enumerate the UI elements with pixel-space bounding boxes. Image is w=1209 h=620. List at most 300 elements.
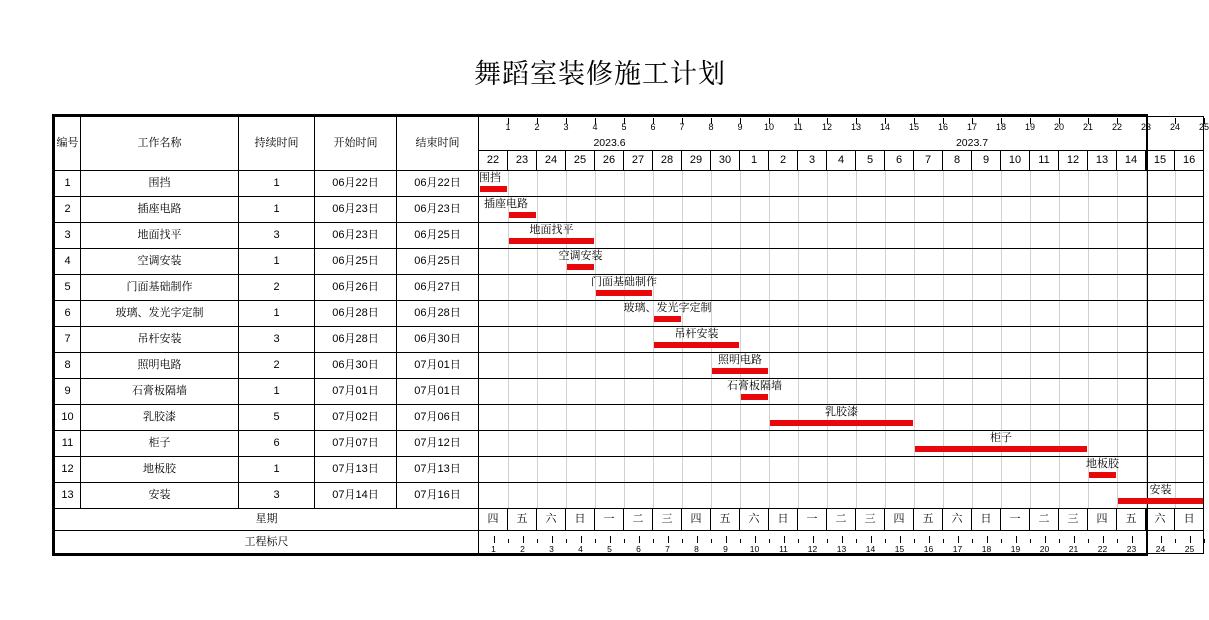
gantt-gridline (740, 223, 741, 248)
gantt-gridline (943, 353, 944, 378)
task-name: 乳胶漆 (81, 405, 239, 431)
timeline-day-header: 24 (537, 151, 566, 171)
task-end-date: 06月22日 (397, 171, 479, 197)
ruler-tick-label: 14 (879, 121, 891, 132)
gantt-gridline (624, 197, 625, 222)
gantt-gridline (1175, 431, 1176, 456)
gantt-gridline (624, 327, 625, 352)
gantt-gridline (1175, 171, 1176, 196)
gantt-gridline (1030, 483, 1031, 508)
project-ruler-tick-minor (943, 539, 944, 543)
gantt-gridline (1117, 379, 1118, 404)
weekday-cell: 二 (1030, 509, 1059, 531)
timeline-day-header: 6 (885, 151, 914, 171)
gantt-gridline (1030, 223, 1031, 248)
timeline-day-header: 2 (769, 151, 798, 171)
gantt-gridline (653, 223, 654, 248)
task-name: 插座电路 (81, 197, 239, 223)
gantt-gridline (827, 457, 828, 482)
gantt-gridline (798, 275, 799, 300)
gantt-gridline (1001, 457, 1002, 482)
gantt-gridline (566, 405, 567, 430)
gantt-gridline (653, 379, 654, 404)
gantt-gridline (1175, 249, 1176, 274)
gantt-gridline (827, 171, 828, 196)
gantt-gridline (798, 353, 799, 378)
gantt-gridline (972, 379, 973, 404)
project-ruler-tick (610, 536, 611, 543)
gantt-gridline (1175, 379, 1176, 404)
gantt-gridline (711, 431, 712, 456)
gantt-gridline (972, 431, 973, 456)
gantt-gridline (798, 405, 799, 430)
gantt-gridline (943, 405, 944, 430)
gantt-gridline (740, 327, 741, 352)
timeline-day-header: 11 (1030, 151, 1059, 171)
gantt-gridline (827, 249, 828, 274)
project-ruler-tick (871, 536, 872, 543)
gantt-gridline (856, 327, 857, 352)
gantt-gridline (682, 249, 683, 274)
gantt-gridline (508, 223, 509, 248)
table-row[interactable] (55, 483, 1204, 509)
gantt-bar-label: 乳胶漆 (825, 406, 858, 418)
gantt-row-track (479, 249, 1204, 275)
gantt-gridline (885, 431, 886, 456)
gantt-gridline (624, 223, 625, 248)
table-row[interactable] (55, 223, 1204, 249)
gantt-bar[interactable] (509, 212, 536, 218)
gantt-gridline (972, 249, 973, 274)
project-ruler-label-number: 16 (923, 543, 934, 554)
gantt-gridline (711, 405, 712, 430)
gantt-gridline (682, 457, 683, 482)
gantt-gridline (653, 197, 654, 222)
gantt-gridline (827, 483, 828, 508)
timeline-month-label: 2023.6 (593, 136, 626, 149)
task-name: 空调安装 (81, 249, 239, 275)
gantt-gridline (537, 483, 538, 508)
project-ruler-tick (552, 536, 553, 543)
ruler-tick-label: 15 (908, 121, 920, 132)
gantt-gridline (1088, 301, 1089, 326)
project-ruler-tick (1132, 536, 1133, 543)
gantt-gridline (1146, 327, 1147, 352)
gantt-gridline (1059, 223, 1060, 248)
gantt-gridline (1088, 249, 1089, 274)
gantt-gridline (885, 275, 886, 300)
gantt-gridline (914, 171, 915, 196)
timeline-ruler-top (479, 117, 1209, 151)
task-name: 门面基础制作 (81, 275, 239, 301)
gantt-gridline (1146, 301, 1147, 326)
timeline-day-header: 16 (1175, 151, 1204, 171)
task-id: 6 (55, 301, 81, 327)
gantt-gridline (508, 405, 509, 430)
gantt-gridline (508, 327, 509, 352)
gantt-gridline (885, 483, 886, 508)
project-ruler-tick (1161, 536, 1162, 543)
gantt-gridline (1001, 197, 1002, 222)
gantt-gridline (856, 431, 857, 456)
gantt-gridline (508, 379, 509, 404)
gantt-gridline (885, 171, 886, 196)
gantt-gridline (537, 353, 538, 378)
task-name: 柜子 (81, 431, 239, 457)
task-start-date: 06月26日 (315, 275, 397, 301)
gantt-gridline (711, 223, 712, 248)
ruler-tick-label: 4 (592, 121, 598, 132)
task-duration: 1 (239, 197, 315, 223)
table-row[interactable] (55, 301, 1204, 327)
ruler-tick-label: 18 (995, 121, 1007, 132)
task-duration: 1 (239, 379, 315, 405)
task-id: 4 (55, 249, 81, 275)
gantt-gridline (1175, 275, 1176, 300)
gantt-gridline (537, 275, 538, 300)
gantt-bar[interactable] (654, 342, 739, 348)
gantt-gridline (624, 353, 625, 378)
gantt-bar-label: 围挡 (479, 172, 501, 184)
gantt-gridline (624, 431, 625, 456)
gantt-gridline (566, 275, 567, 300)
task-id: 1 (55, 171, 81, 197)
gantt-gridline (1059, 171, 1060, 196)
gantt-gridline (972, 223, 973, 248)
gantt-gridline (711, 249, 712, 274)
gantt-gridline (653, 457, 654, 482)
task-id: 12 (55, 457, 81, 483)
task-duration: 3 (239, 223, 315, 249)
gantt-gridline (1175, 457, 1176, 482)
gantt-gridline (1001, 379, 1002, 404)
gantt-gridline (914, 327, 915, 352)
gantt-gridline (972, 483, 973, 508)
project-ruler-tick-minor (682, 539, 683, 543)
gantt-gridline (1117, 197, 1118, 222)
project-ruler-tick-minor (1001, 539, 1002, 543)
project-ruler-tick-minor (972, 539, 973, 543)
ruler-tick-label: 17 (966, 121, 978, 132)
gantt-bar[interactable] (915, 446, 1087, 452)
gantt-gridline (1030, 249, 1031, 274)
table-row[interactable] (55, 197, 1204, 223)
project-ruler-label-number: 25 (1184, 543, 1195, 554)
gantt-gridline (566, 327, 567, 352)
gantt-gridline (856, 457, 857, 482)
task-start-date: 07月07日 (315, 431, 397, 457)
gantt-gridline (769, 457, 770, 482)
gantt-gridline (508, 353, 509, 378)
timeline-day-header: 14 (1117, 151, 1146, 171)
table-row[interactable] (55, 431, 1204, 457)
task-start-date: 06月28日 (315, 301, 397, 327)
gantt-gridline (566, 431, 567, 456)
project-ruler-tick-minor (1204, 539, 1205, 543)
gantt-gridline (566, 483, 567, 508)
project-ruler-tick (842, 536, 843, 543)
gantt-gridline (595, 223, 596, 248)
gantt-gridline (856, 171, 857, 196)
ruler-tick-label: 7 (679, 121, 685, 132)
project-ruler-label: 工程标尺 (55, 531, 479, 554)
task-start-date: 06月25日 (315, 249, 397, 275)
project-ruler-label-number: 9 (723, 543, 728, 554)
weekday-cell: 六 (740, 509, 769, 531)
gantt-gridline (1001, 483, 1002, 508)
gantt-gridline (508, 431, 509, 456)
gantt-row-track (479, 379, 1204, 405)
header-duration: 持续时间 (239, 117, 315, 171)
gantt-gridline (1001, 301, 1002, 326)
table-row[interactable] (55, 327, 1204, 353)
project-ruler-label-number: 18 (981, 543, 992, 554)
project-ruler-tick (581, 536, 582, 543)
gantt-gridline (914, 405, 915, 430)
gantt-bar-label: 空调安装 (558, 250, 603, 262)
gantt-bar[interactable] (741, 394, 768, 400)
weekday-cell: 六 (1146, 509, 1175, 531)
project-ruler-tick-minor (595, 539, 596, 543)
task-end-date: 07月12日 (397, 431, 479, 457)
gantt-gridline (624, 457, 625, 482)
project-ruler-tick (784, 536, 785, 543)
table-row[interactable] (55, 405, 1204, 431)
gantt-gridline (508, 171, 509, 196)
gantt-row-track (479, 457, 1204, 483)
ruler-tick-label: 23 (1140, 121, 1152, 132)
task-end-date: 06月25日 (397, 249, 479, 275)
gantt-gridline (1059, 431, 1060, 456)
weekday-cell: 一 (595, 509, 624, 531)
gantt-gridline (972, 353, 973, 378)
gantt-gridline (653, 483, 654, 508)
page-title: 舞蹈室装修施工计划 (474, 59, 726, 89)
timeline-day-header: 22 (479, 151, 508, 171)
task-start-date: 06月22日 (315, 171, 397, 197)
gantt-bar[interactable] (509, 238, 594, 244)
timeline-day-header: 25 (566, 151, 595, 171)
ruler-tick-label: 20 (1053, 121, 1065, 132)
gantt-gridline (537, 197, 538, 222)
task-duration: 6 (239, 431, 315, 457)
weekday-cell: 四 (1088, 509, 1117, 531)
table-row[interactable] (55, 379, 1204, 405)
timeline-day-header: 8 (943, 151, 972, 171)
gantt-gridline (1088, 171, 1089, 196)
gantt-gridline (682, 171, 683, 196)
gantt-gridline (1059, 353, 1060, 378)
project-ruler-label-number: 7 (665, 543, 670, 554)
gantt-gridline (653, 431, 654, 456)
gantt-gridline (885, 249, 886, 274)
gantt-bar[interactable] (480, 186, 507, 192)
gantt-gridline (943, 327, 944, 352)
task-start-date: 07月13日 (315, 457, 397, 483)
timeline-day-header: 7 (914, 151, 943, 171)
gantt-gridline (1088, 275, 1089, 300)
project-ruler-label-number: 22 (1097, 543, 1108, 554)
gantt-gridline (885, 405, 886, 430)
task-name: 地板胶 (81, 457, 239, 483)
gantt-bar[interactable] (1118, 498, 1203, 504)
gantt-gridline (769, 249, 770, 274)
gantt-gridline (972, 197, 973, 222)
task-name: 地面找平 (81, 223, 239, 249)
gantt-gridline (566, 353, 567, 378)
gantt-gridline (595, 171, 596, 196)
project-ruler-label-number: 4 (578, 543, 583, 554)
timeline-day-header: 9 (972, 151, 1001, 171)
weekday-cell: 日 (972, 509, 1001, 531)
gantt-gridline (1001, 171, 1002, 196)
task-duration: 1 (239, 249, 315, 275)
gantt-gridline (711, 483, 712, 508)
task-end-date: 06月25日 (397, 223, 479, 249)
gantt-bar[interactable] (567, 264, 594, 270)
gantt-gridline (682, 353, 683, 378)
gantt-gridline (972, 405, 973, 430)
gantt-gridline (1117, 301, 1118, 326)
gantt-gridline (566, 171, 567, 196)
gantt-gridline (914, 223, 915, 248)
timeline-day-header: 26 (595, 151, 624, 171)
gantt-gridline (943, 457, 944, 482)
weekday-row-label: 星期 (55, 509, 479, 531)
gantt-bar[interactable] (712, 368, 768, 374)
project-ruler-label-number: 10 (749, 543, 760, 554)
gantt-bar-label: 门面基础制作 (591, 276, 657, 288)
table-header-row (55, 117, 1204, 151)
gantt-gridline (769, 171, 770, 196)
gantt-gridline (914, 431, 915, 456)
table-row[interactable] (55, 249, 1204, 275)
project-ruler-tick-minor (1175, 539, 1176, 543)
gantt-bar[interactable] (1089, 472, 1116, 478)
gantt-gridline (798, 379, 799, 404)
gantt-bar-label: 柜子 (990, 432, 1012, 444)
gantt-gridline (740, 197, 741, 222)
task-id: 11 (55, 431, 81, 457)
gantt-gridline (1059, 457, 1060, 482)
weekday-cell: 五 (914, 509, 943, 531)
gantt-row-track (479, 223, 1204, 249)
header-name: 工作名称 (81, 117, 239, 171)
gantt-chart-frame (52, 114, 1209, 556)
task-start-date: 06月28日 (315, 327, 397, 353)
gantt-gridline (1030, 171, 1031, 196)
task-id: 9 (55, 379, 81, 405)
gantt-gridline (972, 327, 973, 352)
project-ruler-tick (494, 536, 495, 543)
timeline-day-header: 10 (1001, 151, 1030, 171)
gantt-bar[interactable] (654, 316, 681, 322)
project-ruler-tick-minor (1030, 539, 1031, 543)
gantt-gridline (1059, 249, 1060, 274)
gantt-gridline (682, 405, 683, 430)
gantt-gridline (537, 431, 538, 456)
gantt-gridline (1030, 457, 1031, 482)
gantt-bar[interactable] (770, 420, 913, 426)
gantt-gridline (566, 379, 567, 404)
project-ruler-tick (755, 536, 756, 543)
gantt-gridline (595, 353, 596, 378)
gantt-gridline (1175, 223, 1176, 248)
project-ruler-tick-minor (711, 539, 712, 543)
gantt-gridline (885, 353, 886, 378)
table-row[interactable] (55, 353, 1204, 379)
gantt-gridline (566, 197, 567, 222)
gantt-gridline (827, 431, 828, 456)
weekday-cell: 三 (856, 509, 885, 531)
gantt-gridline (1059, 379, 1060, 404)
ruler-tick-label: 25 (1198, 121, 1209, 132)
gantt-gridline (1146, 275, 1147, 300)
gantt-bar-label: 地面找平 (529, 224, 574, 236)
weekday-cell: 六 (943, 509, 972, 531)
table-row[interactable] (55, 171, 1204, 197)
gantt-gridline (595, 405, 596, 430)
gantt-gridline (914, 249, 915, 274)
gantt-gridline (595, 197, 596, 222)
weekday-cell: 三 (1059, 509, 1088, 531)
gantt-gridline (1117, 223, 1118, 248)
gantt-gridline (885, 327, 886, 352)
table-row[interactable] (55, 457, 1204, 483)
task-end-date: 06月30日 (397, 327, 479, 353)
gantt-gridline (508, 457, 509, 482)
gantt-gridline (1059, 275, 1060, 300)
gantt-gridline (827, 379, 828, 404)
gantt-gridline (1146, 405, 1147, 430)
gantt-gridline (624, 405, 625, 430)
gantt-gridline (856, 301, 857, 326)
gantt-gridline (537, 405, 538, 430)
task-name: 照明电路 (81, 353, 239, 379)
gantt-gridline (914, 197, 915, 222)
task-end-date: 07月16日 (397, 483, 479, 509)
gantt-gridline (885, 197, 886, 222)
weekday-cell: 一 (798, 509, 827, 531)
weekday-cell: 四 (682, 509, 711, 531)
gantt-gridline (711, 171, 712, 196)
gantt-gridline (1030, 353, 1031, 378)
gantt-gridline (914, 379, 915, 404)
task-id: 7 (55, 327, 81, 353)
gantt-gridline (653, 405, 654, 430)
ruler-tick-label: 22 (1111, 121, 1123, 132)
gantt-bar-label: 照明电路 (718, 354, 762, 366)
gantt-gridline (595, 379, 596, 404)
table-row[interactable] (55, 275, 1204, 301)
gantt-gridline (943, 431, 944, 456)
timeline-day-header: 3 (798, 151, 827, 171)
gantt-gridline (1117, 327, 1118, 352)
gantt-bar-label: 插座电路 (484, 198, 528, 210)
gantt-gridline (1088, 197, 1089, 222)
gantt-gridline (624, 171, 625, 196)
gantt-gridline (972, 301, 973, 326)
gantt-gridline (740, 483, 741, 508)
gantt-gridline (1175, 197, 1176, 222)
project-ruler-label-number: 13 (836, 543, 847, 554)
gantt-gridline (1175, 405, 1176, 430)
gantt-bar[interactable] (596, 290, 652, 296)
project-ruler (479, 531, 1204, 554)
ruler-tick-label: 3 (563, 121, 569, 132)
gantt-gridline (537, 249, 538, 274)
project-ruler-tick-minor (566, 539, 567, 543)
